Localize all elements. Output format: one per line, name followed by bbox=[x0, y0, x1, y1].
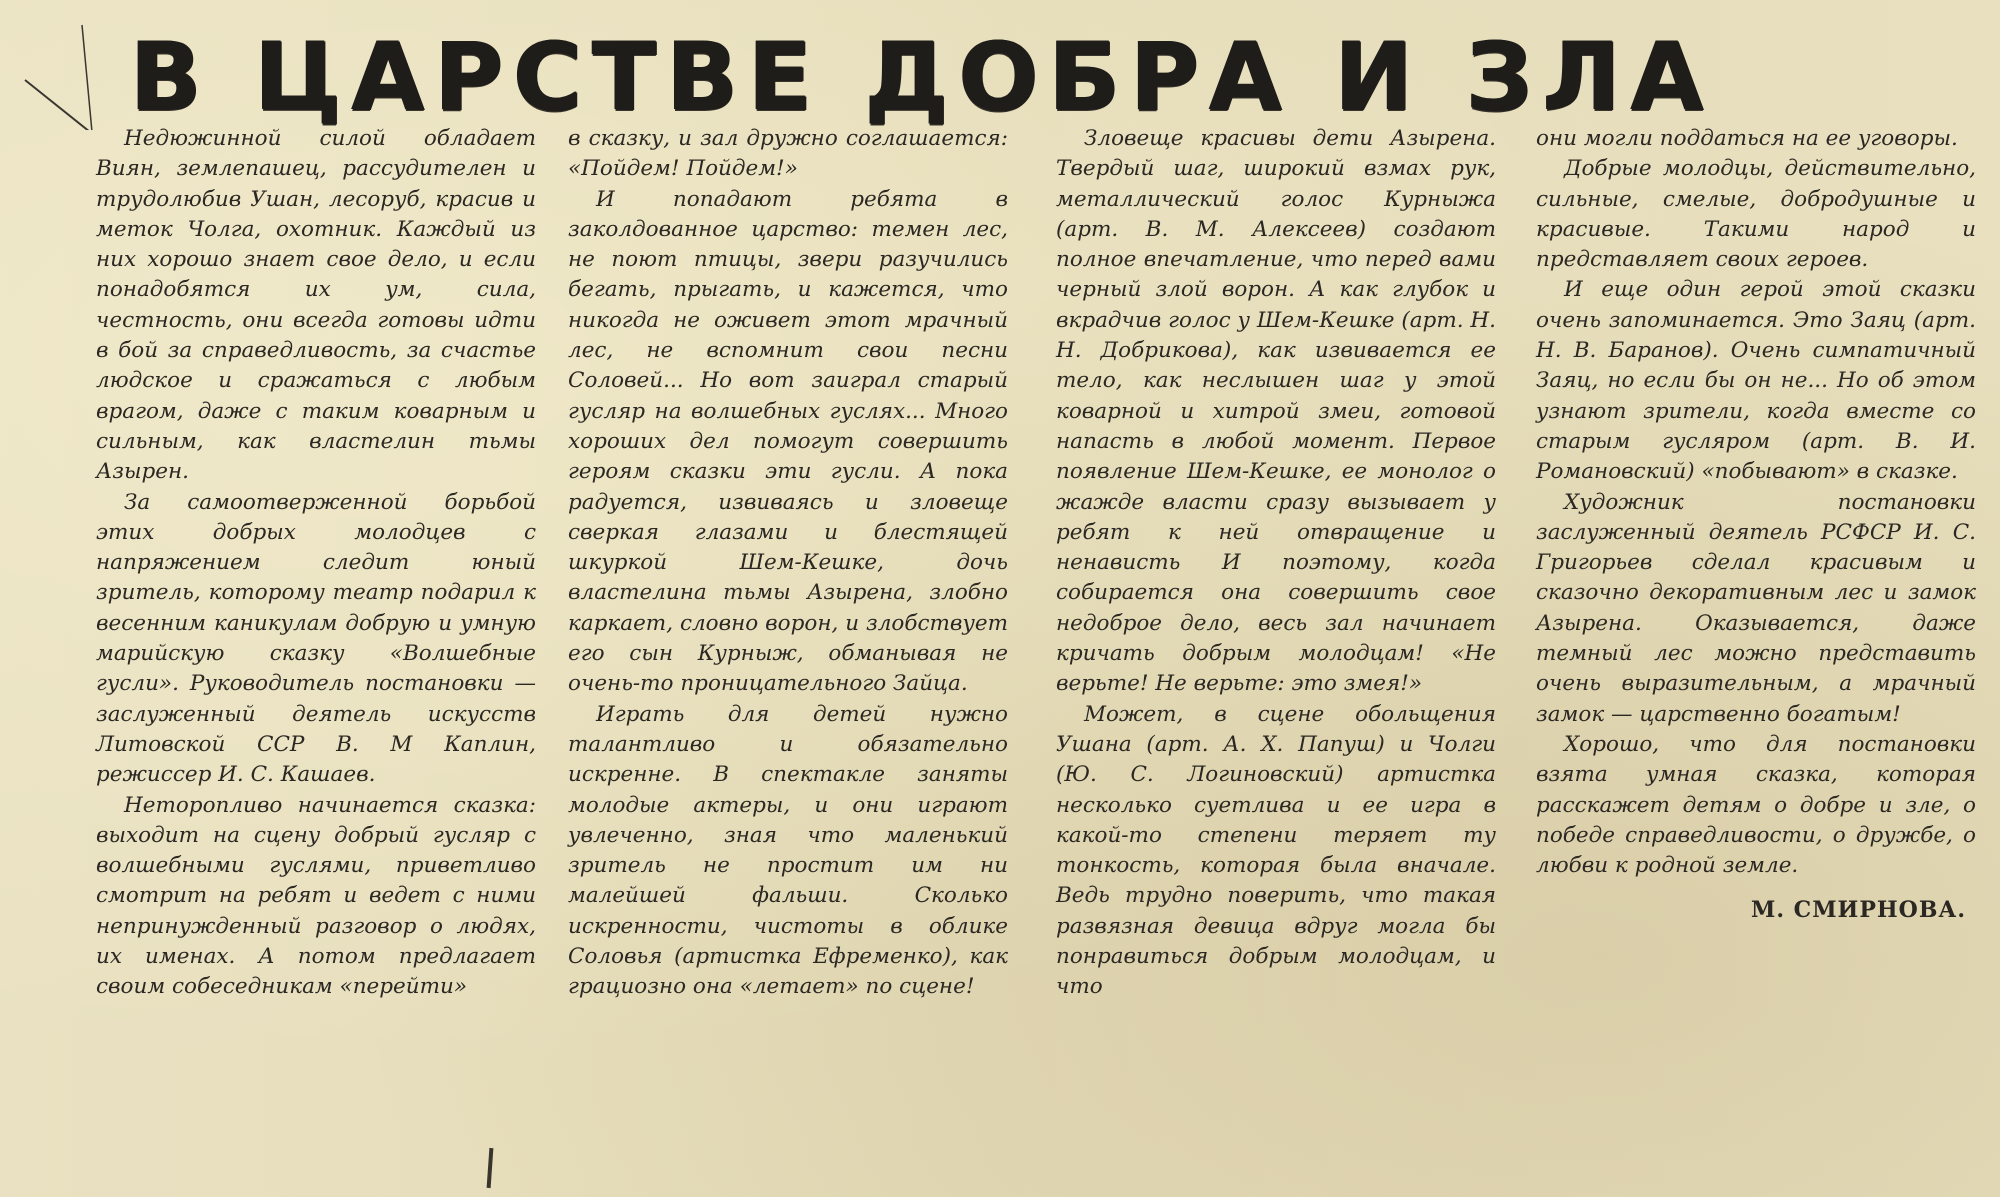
pen-stroke-mark bbox=[20, 20, 110, 130]
article-column-4 bbox=[1536, 124, 1976, 926]
paragraph: Хорошо, что для постановки взята умная сказка, которая расскажет детям о добре и зле, о победе справедливости, о дружбе, о любви к родной земле. bbox=[1536, 731, 1976, 879]
paragraph: И еще один герой этой сказки очень запоминается. Это Заяц (арт. Н. В. Баранов). Очень симпатичный Заяц, но если бы он не... Но об этом узнают зрители, когда вместе со старым гусляром (арт. В. И. Романовский) «побывают» в сказке. bbox=[1536, 277, 1976, 485]
paragraph: И попадают ребята в заколдованное царство: темен лес, не поют птицы, звери разучились бегать, прыгать, и кажется, что никогда не оживет этот мрачный лес, не вспомнит свои песни Соловей... Но вот заиграл старый гусляр на волшебных гуслях... Много хороших дел помогут совершить героям сказки эти гусли. А пока радуется, извиваясь и зловеще сверкая глазами и блестящей шкуркой Шем-Кешке, дочь властелина тьмы Азырена, злобно каркает, словно ворон, и злобствует его сын Курныж, обманывая не очень-то проницательного Зайца. bbox=[568, 186, 1008, 697]
ink-mark bbox=[487, 1148, 494, 1188]
paragraph: они могли поддаться на ее уговоры. bbox=[1536, 126, 1958, 151]
paragraph: Добрые молодцы, действительно, сильные, смелые, добродушные и красивые. Такими народ и представляет своих героев. bbox=[1536, 156, 1976, 273]
article-column-1 bbox=[96, 124, 536, 1003]
paragraph: Может, в сцене обольщения Ушана (арт. А. Х. Папуш) и Чолги (Ю. С. Логиновский) артистка несколько суетлива и ее игра в какой-то степени теряет ту тонкость, которая была вначале. Ведь трудно поверить, что такая развязная девица вдруг могла бы понравиться добрым молодцам, и что bbox=[1056, 701, 1496, 1000]
paragraph: Недюжинной силой обладает Виян, землепашец, рассудителен и трудолюбив Ушан, лесоруб, красив и меток Чолга, охотник. Каждый из них хорошо знает свое дело, и если понадобятся их ум, сила, честность, они всегда готовы идти в бой за справедливость, за счастье людское и сражаться с любым врагом, даже с таким коварным и сильным, как властелин тьмы Азырен. bbox=[96, 126, 536, 485]
paragraph: За самоотверженной борьбой этих добрых молодцев с напряжением следит юный зритель, которому театр подарил к весенним каникулам добрую и умную марийскую сказку «Волшебные гусли». Руководитель постановки — заслуженный деятель искусств Литовской ССР В. М Каплин, режиссер И. С. Кашаев. bbox=[96, 489, 536, 788]
paragraph: Художник постановки заслуженный деятель РСФСР И. С. Григорьев сделал красивым и сказочно декоративным лес и замок Азырена. Оказывается, даже темный лес можно представить очень выразительным, а мрачный замок — царственно богатым! bbox=[1536, 489, 1976, 727]
article-body bbox=[96, 124, 1986, 1124]
paragraph: в сказку, и зал дружно соглашается: «Пойдем! Пойдем!» bbox=[568, 126, 1008, 182]
paragraph: Зловеще красивы дети Азырена. Твердый шаг, широкий взмах рук, металлический голос Курныжа (арт. В. М. Алексеев) создают полное впечатление, что перед вами черный злой ворон. А как глубок и вкрадчив голос у Шем-Кешке (арт. Н. Н. Добрикова), как извивается ее тело, как неслышен шаг у этой коварной и хитрой змеи, готовой напасть в любой момент. Первое появление Шем-Кешке, ее монолог о жажде власти сразу вызывает у ребят к ней отвращение и ненависть И поэтому, когда собирается она совершить свое недоброе дело, весь зал начинает кричать добрым молодцам! «Не верьте! Не верьте: это змея!» bbox=[1056, 126, 1496, 697]
article-column-3 bbox=[1056, 124, 1496, 1003]
article-headline: В ЦАРСТВЕ ДОБРА И ЗЛА bbox=[130, 23, 1714, 132]
article-column-2 bbox=[568, 124, 1008, 1003]
author-signature: М. СМИРНОВА. bbox=[1751, 897, 1966, 924]
paragraph: Неторопливо начинается сказка: выходит на сцену добрый гусляр с волшебными гуслями, приветливо смотрит на ребят и ведет с ними непринужденный разговор о людях, их именах. А потом предлагает своим собеседникам «перейти» bbox=[96, 792, 536, 1000]
paragraph: Играть для детей нужно талантливо и обязательно искренне. В спектакле заняты молодые актеры, и они играют увлеченно, зная что маленький зритель не простит им ни малейшей фальши. Сколько искренности, чистоты в облике Соловья (артистка Ефременко), как грациозно она «летает» по сцене! bbox=[568, 701, 1008, 1000]
